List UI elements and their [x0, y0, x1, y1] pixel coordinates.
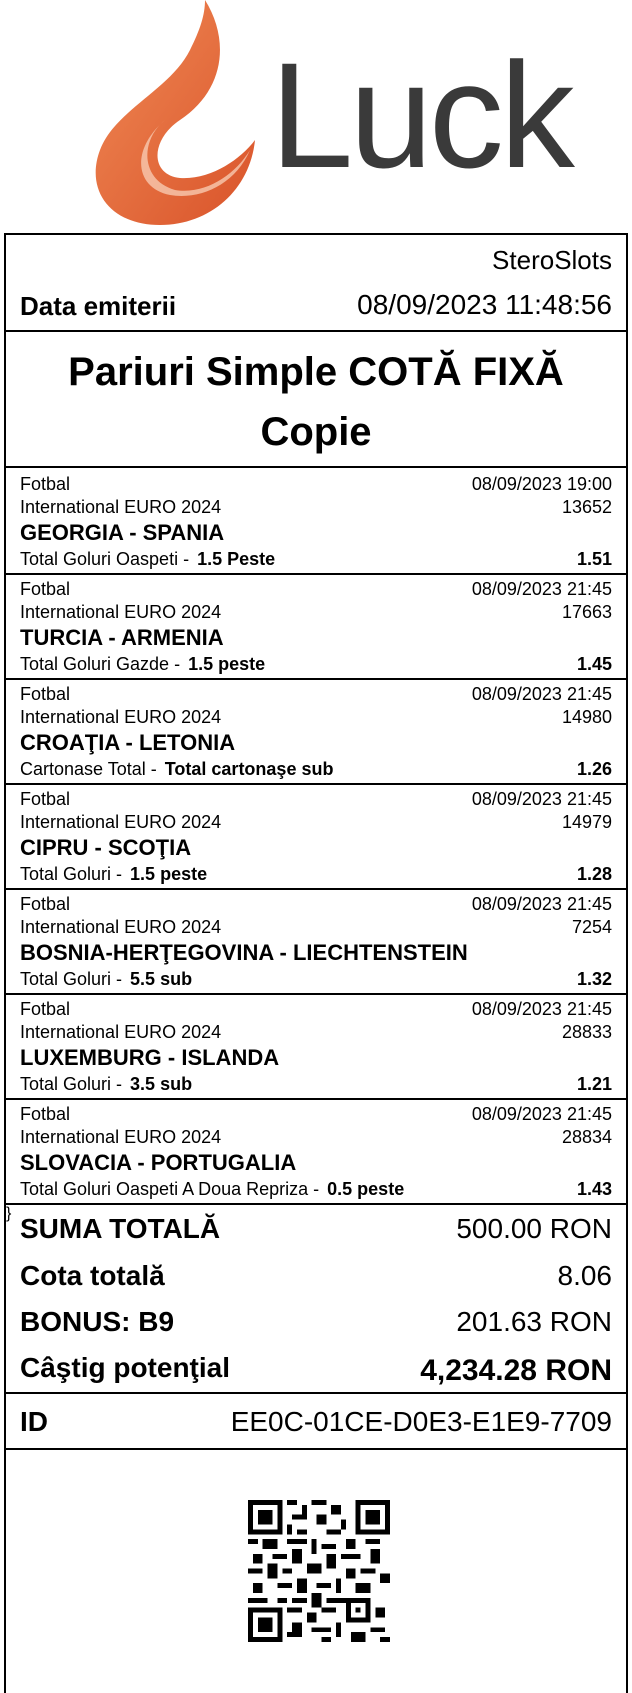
bet-pick: 1.5 peste: [130, 864, 208, 884]
bet-datetime: 08/09/2023 21:45: [471, 1104, 612, 1124]
ticket-header: [6, 235, 626, 330]
bet-market-name: Total Goluri -: [20, 969, 123, 989]
potential-win-label: Câştig potenţial: [20, 1352, 231, 1383]
bonus-label: BONUS: B9: [20, 1306, 175, 1337]
potential-win-value: 4,234.28 RON: [420, 1354, 612, 1387]
bet-pick: 1.5 Peste: [197, 549, 276, 569]
bet-market: [20, 654, 265, 675]
bet-market: [20, 1179, 404, 1200]
logo-wordmark: Luck: [270, 31, 571, 199]
operator-name: SteroSlots: [492, 245, 612, 275]
divider: [6, 330, 626, 332]
bonus-value: 201.63 RON: [456, 1306, 612, 1337]
bet-match: TURCIA - ARMENIA: [20, 625, 224, 650]
bet-market-name: Total Goluri Gazde -: [20, 654, 181, 674]
bet-pick: Total cartonaşe sub: [164, 759, 334, 779]
divider: [6, 1448, 626, 1450]
ticket-type-title: Pariuri Simple COTĂ FIXĂ: [68, 350, 564, 394]
bet-market-name: Total Goluri -: [20, 864, 123, 884]
bet-odds: 1.43: [576, 1179, 612, 1199]
bet-row: [6, 888, 626, 993]
qr-code-icon: [248, 1500, 390, 1642]
bet-odds: 1.26: [576, 759, 612, 779]
stake-label: SUMA TOTALĂ: [20, 1213, 221, 1244]
bet-competition: International EURO 2024: [20, 602, 222, 622]
bet-market-name: Total Goluri Oaspeti -: [20, 549, 190, 569]
totals-section: SUMA TOTALĂ 500.00 RON Cota totală 8.06 BONUS: B9 201.63 RON Câştig potenţial 4,234.28 RON }: [6, 1205, 612, 1387]
bet-match: CROAŢIA - LETONIA: [20, 730, 236, 755]
bet-datetime: 08/09/2023 21:45: [471, 684, 612, 704]
bet-competition: International EURO 2024: [20, 917, 222, 937]
bet-row: [6, 1098, 626, 1203]
bet-match: BOSNIA-HERŢEGOVINA - LIECHTENSTEIN: [20, 940, 468, 965]
bet-market: [20, 1074, 192, 1095]
issued-datetime: 08/09/2023 11:48:56: [357, 289, 612, 320]
ticket-id-label: ID: [20, 1406, 48, 1437]
bet-competition: International EURO 2024: [20, 497, 222, 517]
issued-label: Data emiterii: [20, 291, 177, 321]
bet-market: [20, 969, 192, 990]
bet-market-name: Total Goluri Oaspeti A Doua Repriza -: [20, 1179, 320, 1199]
bet-odds: 1.21: [576, 1074, 612, 1094]
bet-datetime: 08/09/2023 21:45: [471, 579, 612, 599]
bet-pick: 5.5 sub: [130, 969, 193, 989]
bet-competition: International EURO 2024: [20, 1127, 222, 1147]
ticket-id-value: EE0C-01CE-D0E3-E1E9-7709: [230, 1406, 612, 1437]
total-odds-label: Cota totală: [20, 1260, 165, 1291]
bet-odds: 1.45: [576, 654, 612, 674]
ticket-id-row: [6, 1394, 626, 1448]
bet-sport: Fotbal: [20, 684, 71, 704]
brand-logo: [0, 0, 632, 230]
bet-code: 7254: [571, 917, 612, 937]
bet-match: LUXEMBURG - ISLANDA: [20, 1045, 280, 1070]
bet-match: SLOVACIA - PORTUGALIA: [20, 1150, 297, 1175]
bet-row: [6, 993, 626, 1098]
bet-row: [6, 678, 626, 783]
bet-sport: Fotbal: [20, 579, 71, 599]
stake-value: 500.00 RON: [456, 1213, 612, 1244]
bet-code: 28834: [561, 1127, 612, 1147]
bet-odds: 1.51: [576, 549, 612, 569]
bet-ticket: [4, 233, 628, 1693]
bet-pick: 0.5 peste: [327, 1179, 405, 1199]
bet-market-name: Total Goluri -: [20, 1074, 123, 1094]
bet-row: [6, 468, 626, 573]
bet-market-name: Cartonase Total -: [20, 759, 157, 779]
bet-market: [20, 759, 333, 780]
bet-market: [20, 549, 275, 570]
bet-sport: Fotbal: [20, 894, 71, 914]
bet-competition: International EURO 2024: [20, 812, 222, 832]
bet-odds: 1.32: [576, 969, 612, 989]
bet-pick: 3.5 sub: [130, 1074, 193, 1094]
bet-code: 28833: [561, 1022, 612, 1042]
bet-code: 14980: [561, 707, 612, 727]
bet-datetime: 08/09/2023 21:45: [471, 999, 612, 1019]
bet-competition: International EURO 2024: [20, 707, 222, 727]
bet-match: GEORGIA - SPANIA: [20, 520, 225, 545]
bet-code: 13652: [561, 497, 612, 517]
bet-datetime: 08/09/2023 21:45: [471, 894, 612, 914]
bet-sport: Fotbal: [20, 999, 71, 1019]
bet-code: 14979: [561, 812, 612, 832]
bet-datetime: 08/09/2023 21:45: [471, 789, 612, 809]
total-odds-value: 8.06: [557, 1260, 612, 1291]
bet-pick: 1.5 peste: [188, 654, 266, 674]
bet-sport: Fotbal: [20, 474, 71, 494]
bet-match: CIPRU - SCOŢIA: [20, 835, 192, 860]
bet-sport: Fotbal: [20, 789, 71, 809]
bet-code: 17663: [561, 602, 612, 622]
bet-competition: International EURO 2024: [20, 1022, 222, 1042]
bet-sport: Fotbal: [20, 1104, 71, 1124]
copy-label: Copie: [260, 410, 372, 454]
bet-row: [6, 783, 626, 888]
bet-row: [6, 573, 626, 678]
bet-datetime: 08/09/2023 19:00: [471, 474, 612, 494]
bet-market: [20, 864, 207, 885]
bet-odds: 1.28: [576, 864, 612, 884]
